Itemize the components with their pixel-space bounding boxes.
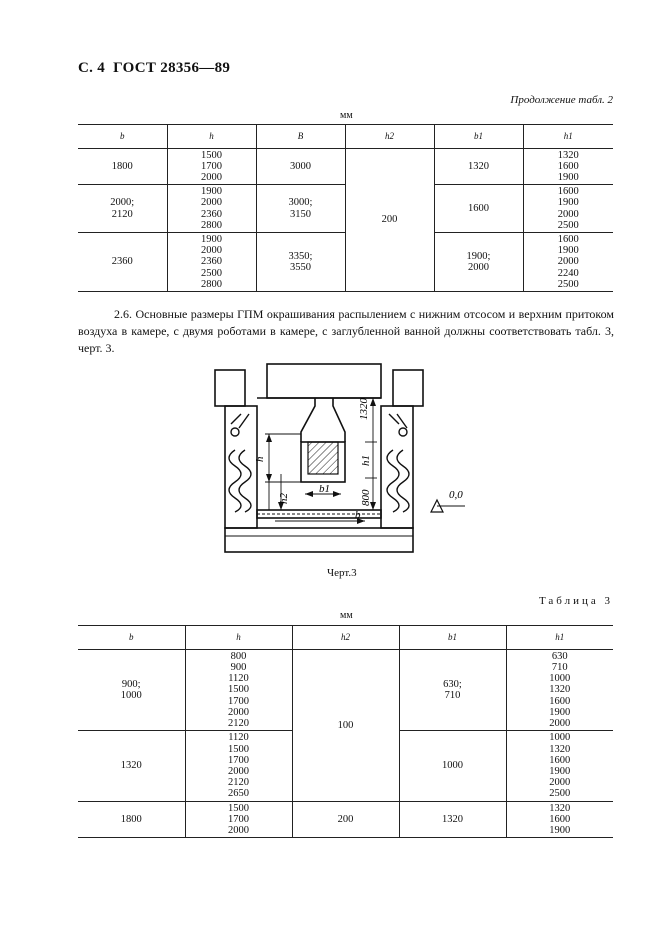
table-cell: 630 710 1000 1320 1600 1900 2000 bbox=[506, 650, 613, 731]
table-cell: 1320 bbox=[78, 731, 185, 802]
column-header: B bbox=[256, 125, 345, 149]
column-header: h2 bbox=[345, 125, 434, 149]
table-row bbox=[78, 802, 613, 838]
table-row bbox=[78, 149, 613, 185]
table-cell: 3000 bbox=[256, 149, 345, 185]
drawing-3 bbox=[205, 358, 485, 558]
table3-label: Таблица 3 bbox=[538, 595, 613, 607]
table-cell: 3000; 3150 bbox=[256, 185, 345, 233]
table-cell: 630; 710 bbox=[399, 650, 506, 731]
table2-continuation-label: Продолжение табл. 2 bbox=[510, 94, 613, 106]
page-number: С. 4 bbox=[78, 60, 106, 76]
right-robot-arm bbox=[387, 414, 409, 512]
column-header: h bbox=[167, 125, 256, 149]
table3 bbox=[78, 625, 613, 838]
column-header: h bbox=[185, 626, 292, 650]
table-cell: 900; 1000 bbox=[78, 650, 185, 731]
table-cell: 1320 1600 1900 bbox=[523, 149, 613, 185]
table-cell: 100 bbox=[292, 650, 399, 802]
dim-h1-label: h1 bbox=[360, 455, 372, 466]
right-robot-box bbox=[393, 370, 423, 406]
table2 bbox=[78, 124, 613, 292]
table3-unit: мм bbox=[340, 610, 353, 621]
dim-1320-label: 1320 bbox=[358, 398, 370, 420]
table-cell: 1600 bbox=[434, 185, 523, 233]
table-cell: 2000; 2120 bbox=[78, 185, 167, 233]
painted-part bbox=[308, 442, 338, 474]
dim-b-label: b bbox=[355, 509, 361, 521]
table-cell: 200 bbox=[292, 802, 399, 838]
column-header: h2 bbox=[292, 626, 399, 650]
table-header-row bbox=[78, 125, 613, 149]
paragraph-2-6: 2.6. Основные размеры ГПМ окрашивания распылением с нижним отсосом и верхним притоком воздуха в камере, с двумя роботами в камере, с заглубленной ванной должны соответствовать табл. 3, черт. 3. bbox=[78, 307, 614, 355]
table-cell: 800 900 1120 1500 1700 2000 2120 bbox=[185, 650, 292, 731]
table-cell: 1900; 2000 bbox=[434, 233, 523, 292]
table-cell: 200 bbox=[345, 149, 434, 292]
table-row bbox=[78, 650, 613, 731]
table-cell: 1600 1900 2000 2500 bbox=[523, 185, 613, 233]
level-label: 0,0 bbox=[449, 489, 463, 501]
left-robot-box bbox=[215, 370, 245, 406]
column-header: b bbox=[78, 125, 167, 149]
table-cell: 1900 2000 2360 2800 bbox=[167, 185, 256, 233]
dim-h2-label: h2 bbox=[278, 493, 290, 504]
table-cell: 1800 bbox=[78, 802, 185, 838]
standard-number: ГОСТ 28356—89 bbox=[113, 60, 231, 76]
dim-b1-label: b1 bbox=[319, 483, 330, 495]
table-cell: 1800 bbox=[78, 149, 167, 185]
table-cell: 1320 bbox=[434, 149, 523, 185]
table-cell: 1000 bbox=[399, 731, 506, 802]
table-cell: 1320 1600 1900 bbox=[506, 802, 613, 838]
left-robot-arm bbox=[229, 414, 251, 512]
page-header bbox=[78, 60, 230, 77]
column-header: b1 bbox=[399, 626, 506, 650]
column-header: h1 bbox=[523, 125, 613, 149]
column-header: h1 bbox=[506, 626, 613, 650]
table-cell: 2360 bbox=[78, 233, 167, 292]
table-cell: 1600 1900 2000 2240 2500 bbox=[523, 233, 613, 292]
top-air-unit bbox=[267, 364, 381, 398]
column-header: b bbox=[78, 626, 185, 650]
table2-unit: мм bbox=[340, 110, 353, 121]
table-cell: 1120 1500 1700 2000 2120 2650 bbox=[185, 731, 292, 802]
table-cell: 1500 1700 2000 bbox=[185, 802, 292, 838]
table-header-row bbox=[78, 626, 613, 650]
table-cell: 3350; 3550 bbox=[256, 233, 345, 292]
table-cell: 1000 1320 1600 1900 2000 2500 bbox=[506, 731, 613, 802]
table-cell: 1320 bbox=[399, 802, 506, 838]
column-header: b1 bbox=[434, 125, 523, 149]
dim-800-label: 800 bbox=[360, 489, 372, 506]
table-cell: 1900 2000 2360 2500 2800 bbox=[167, 233, 256, 292]
dim-h-label: h bbox=[254, 456, 266, 462]
drawing-caption: Черт.3 bbox=[327, 567, 357, 579]
table-cell: 1500 1700 2000 bbox=[167, 149, 256, 185]
